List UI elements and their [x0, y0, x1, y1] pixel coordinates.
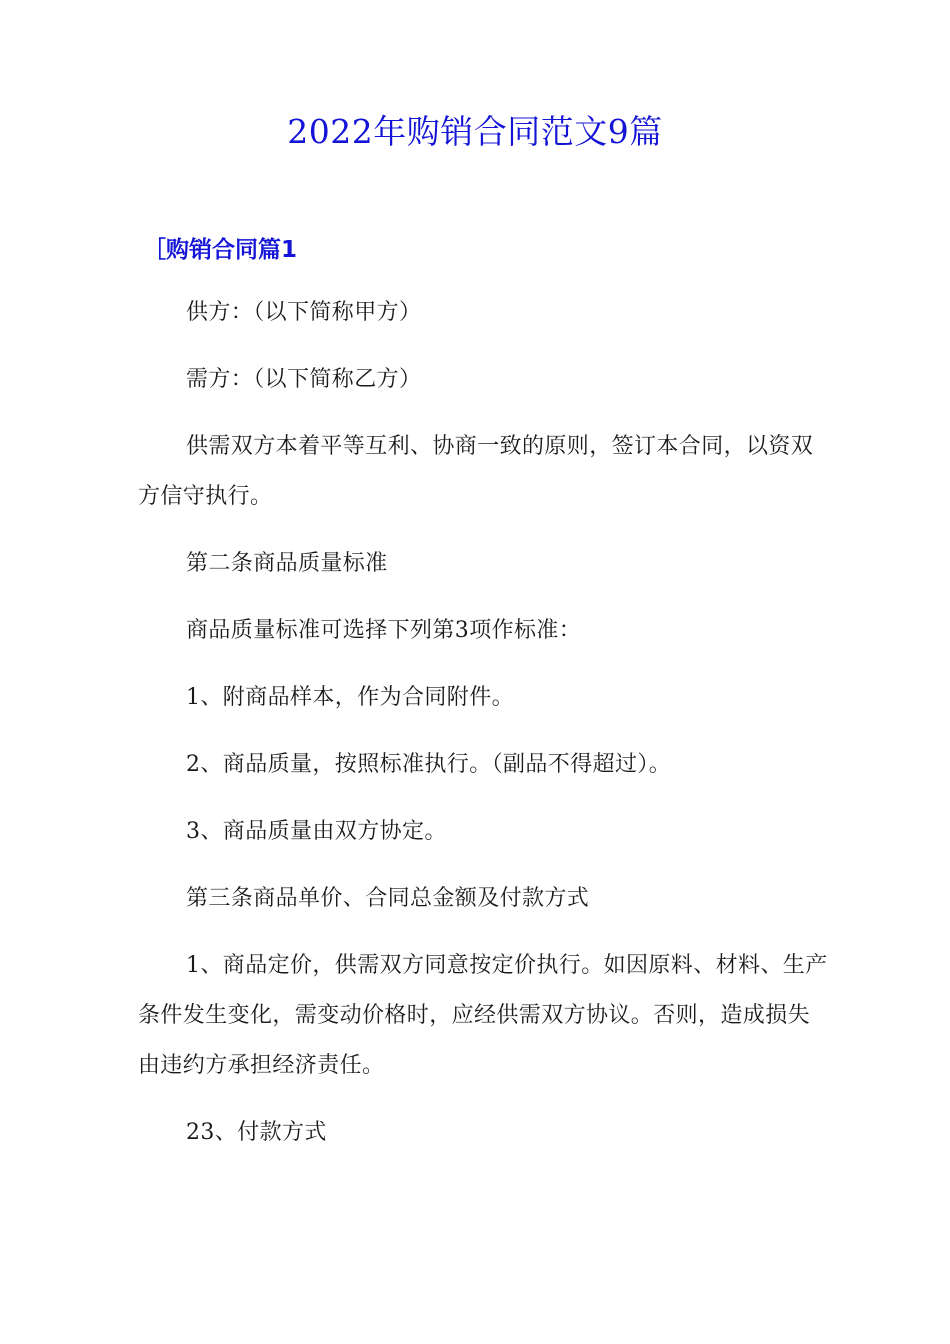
- paragraph-item-1: 1、附商品样本，作为合同附件。: [186, 685, 514, 710]
- paragraph-principle: 供需双方本着平等互利、协商一致的原则，签订本合同，以资双方信守执行。: [138, 434, 814, 509]
- paragraph-item-2: 2、商品质量，按照标准执行。（副品不得超过）。: [186, 752, 672, 777]
- paragraph-item-3: 3、商品质量由双方协定。: [186, 819, 447, 844]
- section-heading: ［购销合同篇1: [143, 237, 298, 263]
- paragraph-article-2: 第二条商品质量标准: [186, 551, 388, 576]
- paragraph-quality-standard: 商品质量标准可选择下列第3项作标准：: [186, 618, 582, 643]
- paragraph-payment-method: 23、付款方式: [186, 1120, 327, 1145]
- paragraph-article-3: 第三条商品单价、合同总金额及付款方式: [186, 886, 590, 911]
- paragraph-pricing: 1、商品定价，供需双方同意按定价执行。如因原料、材料、生产条件发生变化，需变动价格时，应经供需双方协议。否则，造成损失由违约方承担经济责任。: [138, 953, 828, 1078]
- paragraph-supplier: 供方：（以下简称甲方）: [186, 300, 422, 325]
- paragraph-buyer: 需方：（以下简称乙方）: [186, 367, 422, 392]
- page-title: 2022年购销合同范文9篇: [287, 112, 663, 151]
